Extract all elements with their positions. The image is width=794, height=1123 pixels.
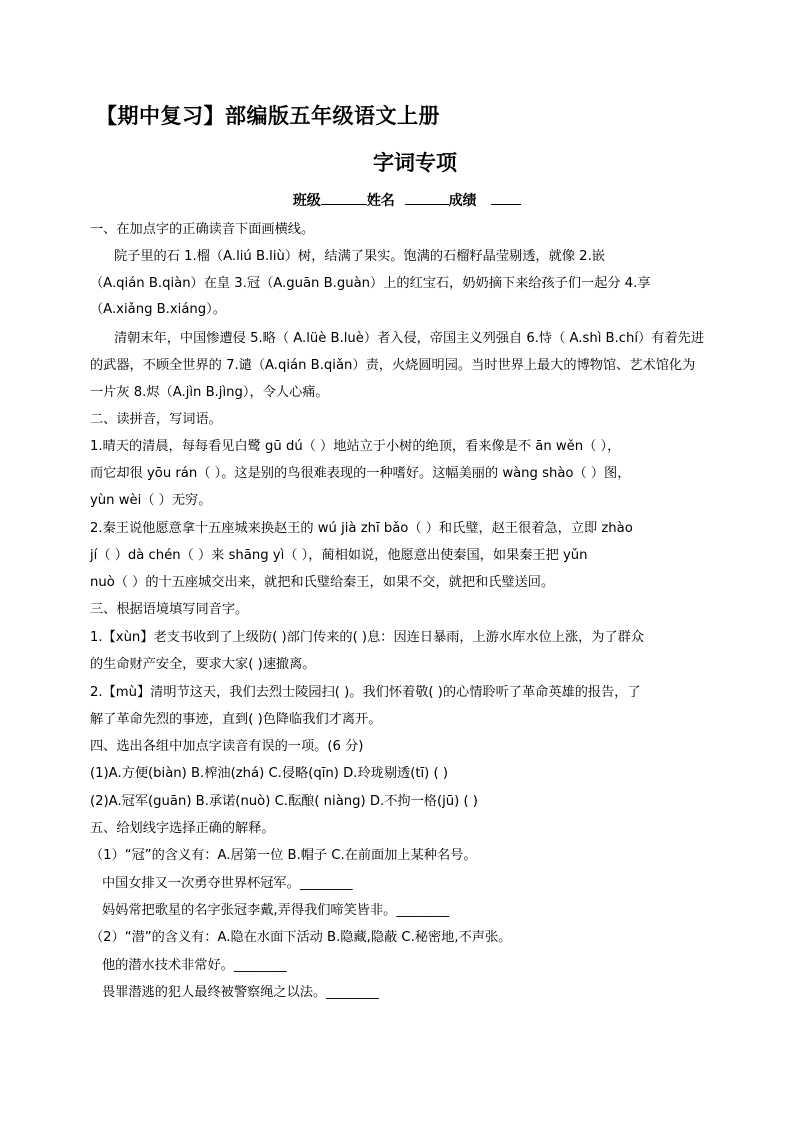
section-5-heading: 五、给划线字选择正确的解释。 bbox=[90, 821, 275, 836]
section-4-line: (2)A.冠军(guān) B.承诺(nuò) C.酝酿( niàng) D.不拘一格(jū) ( ) bbox=[90, 794, 478, 809]
section-1-line: 的武器，不顾全世界的 7.谴（A.qián B.qiǎn）责，火烧圆明园。当时世界上最大的博物馆、艺术馆化为 bbox=[90, 358, 696, 373]
section-5-line: （2）“潜”的含义有：A.隐在水面下活动 B.隐藏,隐蔽 C.秘密地,不声张。 bbox=[90, 930, 512, 945]
document-title: 【期中复习】部编版五年级语文上册 bbox=[96, 104, 440, 128]
section-1-line: 院子里的石 1.榴（A.liú B.liù）树，结满了果实。饱满的石榴籽晶莹剔透，就像 2.嵌 bbox=[114, 249, 605, 264]
class-label: 班级 bbox=[292, 193, 321, 209]
section-1-line: （A.qián B.qiàn）在皇 3.冠（A.guān B.guàn）上的红宝石，奶奶摘下来给孩子们一起分 4.享 bbox=[90, 276, 651, 291]
section-2-line: yùn wèi（ ）无穷。 bbox=[90, 493, 212, 508]
document-subtitle: 字词专项 bbox=[373, 151, 457, 175]
section-1-line: 清朝末年，中国惨遭侵 5.略（ A.lüè B.luè）者入侵，帝国主义列强自 6.恃（ A.shì B.chí）有着先进 bbox=[114, 331, 705, 346]
section-3-line: 1.【xùn】老支书收到了上级防( )部门传来的( )息：因连日暴雨，上游水库水位上涨，为了群众 bbox=[90, 630, 645, 645]
section-3-line: 解了革命先烈的事迹，直到( )色降临我们才离开。 bbox=[90, 712, 382, 727]
section-5-line: 妈妈常把歌星的名字张冠李戴,弄得我们啼笑皆非。________ bbox=[102, 903, 450, 918]
section-3-line: 2.【mù】清明节这天，我们去烈士陵园扫( )。我们怀着敬( )的心情聆听了革命英雄的报告，了 bbox=[90, 685, 641, 700]
section-1-line: （A.xiǎng B.xiáng）。 bbox=[90, 302, 226, 317]
section-3-heading: 三、根据语境填写同音字。 bbox=[90, 602, 249, 617]
section-3-line: 的生命财产安全，要求大家( )速撤离。 bbox=[90, 657, 316, 672]
section-5-line: 他的潜水技术非常好。________ bbox=[102, 958, 287, 973]
name-blank bbox=[405, 190, 449, 205]
section-5-line: 中国女排又一次勇夺世界杯冠军。________ bbox=[102, 876, 353, 891]
section-5-line: （1）“冠”的含义有：A.居第一位 B.帽子 C.在前面加上某种名号。 bbox=[90, 848, 477, 863]
name-label: 姓名 bbox=[366, 193, 395, 209]
section-1-line: 一片灰 8.烬（A.jìn B.jìng），令人心痛。 bbox=[90, 385, 329, 400]
section-2-line: 1.晴天的清晨，每每看见白鹭 gū dú（ ）地站立于小树的绝顶，看来像是不 ān wěn（ ）， bbox=[90, 439, 621, 454]
section-2-heading: 二、读拼音，写词语。 bbox=[90, 412, 222, 427]
score-blank bbox=[491, 190, 521, 205]
section-4-line: (1)A.方便(biàn) B.榨油(zhá) C.侵略(qīn) D.玲珑剔透(tī) ( ) bbox=[90, 766, 448, 781]
section-2-line: 2.秦王说他愿意拿十五座城来换赵王的 wú jià zhī bǎo（ ）和氏璧，赵王很着急，立即 zhào bbox=[90, 521, 633, 536]
section-1-heading: 一、在加点字的正确读音下面画横线。 bbox=[90, 222, 315, 237]
class-blank bbox=[321, 190, 367, 205]
section-5-line: 畏罪潜逃的犯人最终被警察绳之以法。________ bbox=[102, 985, 379, 1000]
section-4-heading: 四、选出各组中加点字读音有误的一项。(6 分) bbox=[90, 739, 364, 754]
score-label: 成绩 bbox=[448, 193, 477, 209]
student-info-row bbox=[0, 190, 794, 210]
section-2-line: 而它却很 yōu rán（ ）。这是别的鸟很难表现的一种嗜好。这幅美丽的 wàng shào（ ）图， bbox=[90, 466, 631, 481]
section-2-line: jí（ ）dà chén（ ）来 shāng yì（ ），蔺相如说，他愿意出使秦国，如果秦王把 yǔn bbox=[90, 548, 588, 563]
section-2-line: nuò（ ）的十五座城交出来，就把和氏璧给秦王，如果不交，就把和氏璧送回。 bbox=[90, 575, 555, 590]
